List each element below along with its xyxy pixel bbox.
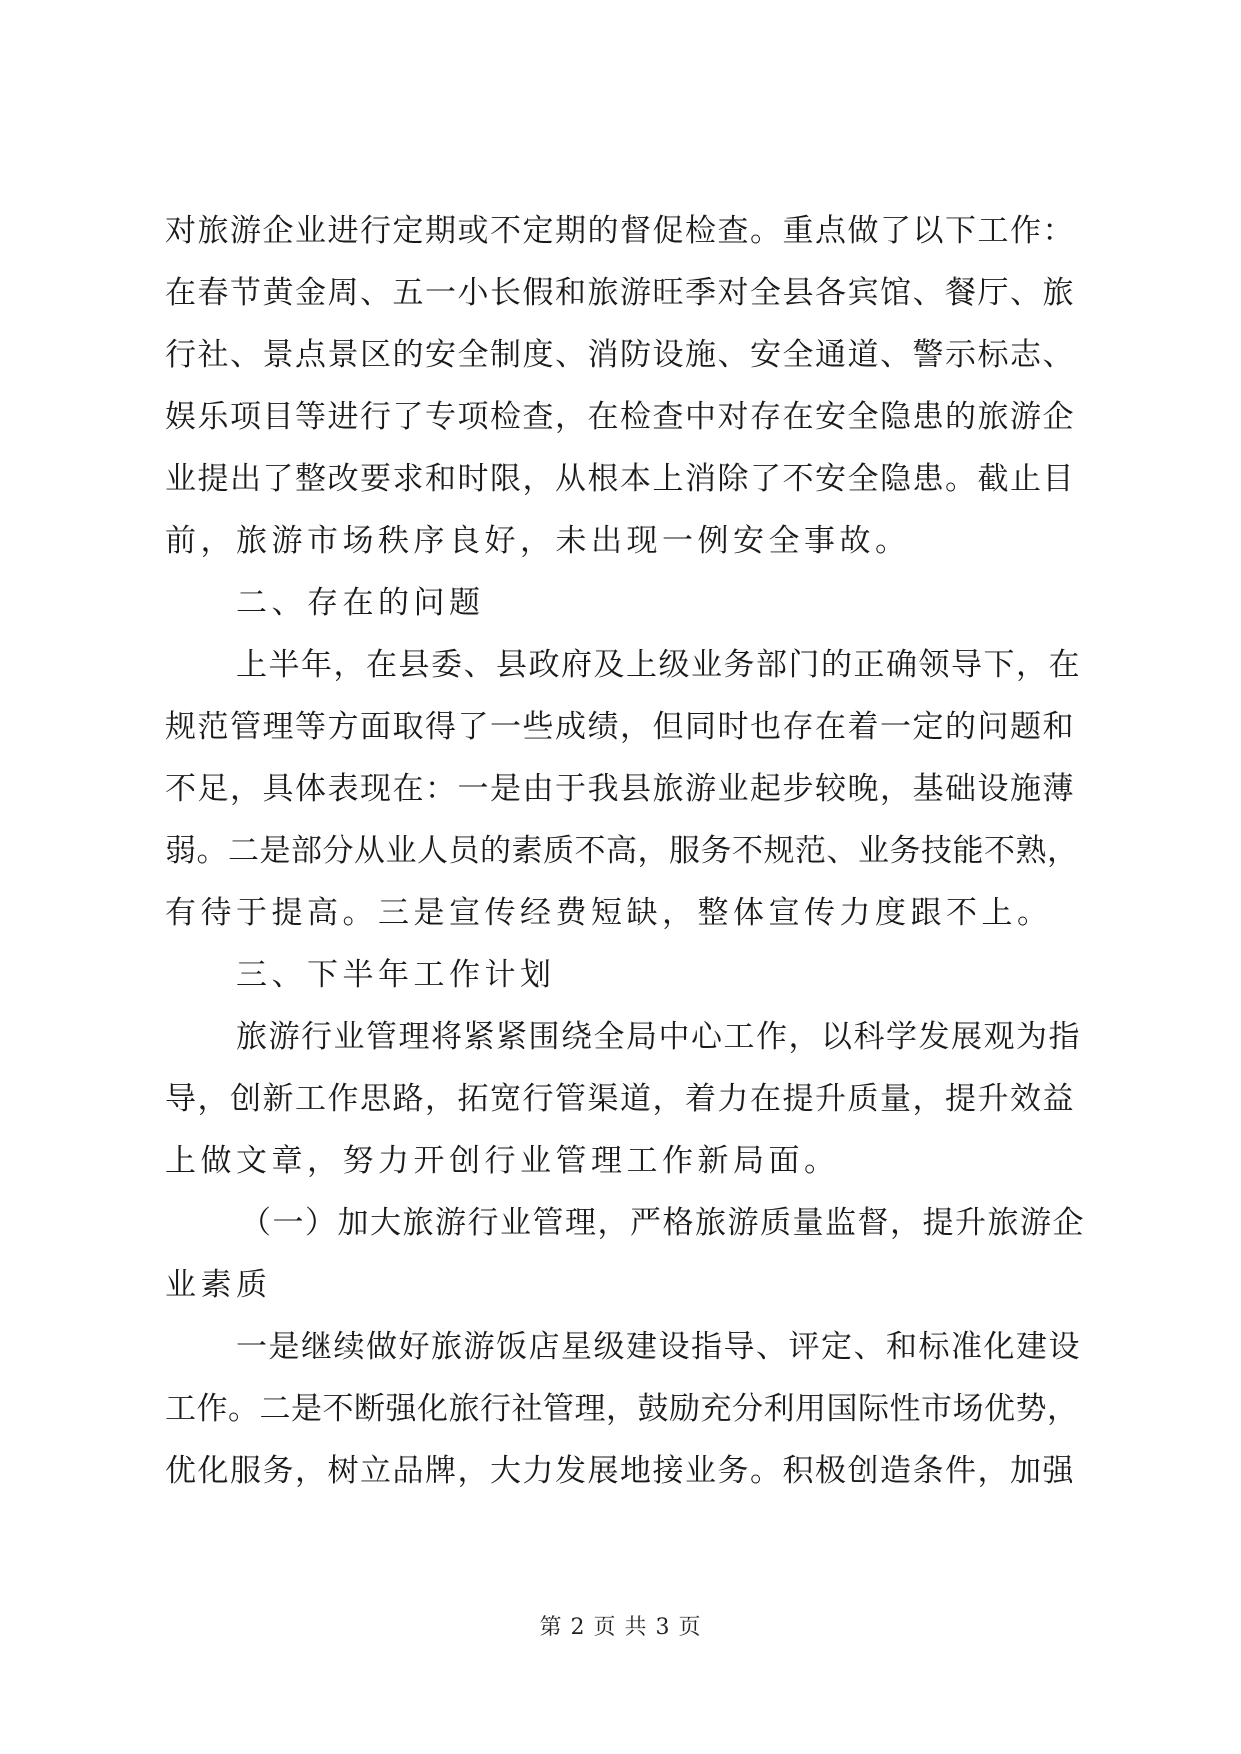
paragraph-line: 上半年，在县委、县政府及上级业务部门的正确领导下，在 xyxy=(236,647,1081,683)
paragraph-line: 业提出了整改要求和时限，从根本上消除了不安全隐患。截止目 xyxy=(165,461,1075,497)
paragraph-line: 一是继续做好旅游饭店星级建设指导、评定、和标准化建设 xyxy=(236,1329,1081,1365)
paragraph-line: 旅游行业管理将紧紧围绕全局中心工作，以科学发展观为指 xyxy=(236,1019,1081,1055)
page-number-footer: 第 2 页 共 3 页 xyxy=(539,1615,702,1640)
section-heading: 三、下半年工作计划 xyxy=(236,957,556,993)
subsection-heading: 业素质 xyxy=(165,1267,272,1303)
section-heading: 二、存在的问题 xyxy=(236,585,485,621)
paragraph-line: 在春节黄金周、五一小长假和旅游旺季对全县各宾馆、餐厅、旅 xyxy=(165,275,1075,311)
subsection-heading: （一）加大旅游行业管理，严格旅游质量监督，提升旅游企 xyxy=(240,1205,1085,1241)
paragraph-line: 上做文章，努力开创行业管理工作新局面。 xyxy=(165,1143,840,1179)
paragraph-line: 工作。二是不断强化旅行社管理，鼓励充分利用国际性市场优势， xyxy=(165,1391,1079,1427)
paragraph-line: 娱乐项目等进行了专项检查，在检查中对存在安全隐患的旅游企 xyxy=(165,399,1075,435)
paragraph-line: 行社、景点景区的安全制度、消防设施、安全通道、警示标志、 xyxy=(165,337,1075,373)
document-body xyxy=(165,200,1085,1502)
paragraph-line: 前，旅游市场秩序良好，未出现一例安全事故。 xyxy=(165,523,911,559)
paragraph-line: 不足，具体表现在：一是由于我县旅游业起步较晚，基础设施薄 xyxy=(165,771,1075,807)
paragraph-line: 有待于提高。三是宣传经费短缺，整体宣传力度跟不上。 xyxy=(165,895,1053,931)
paragraph-line: 规范管理等方面取得了一些成绩，但同时也存在着一定的问题和 xyxy=(165,709,1075,745)
paragraph-line: 对旅游企业进行定期或不定期的督促检查。重点做了以下工作： xyxy=(165,213,1075,249)
paragraph-line: 优化服务，树立品牌，大力发展地接业务。积极创造条件，加强 xyxy=(165,1453,1075,1489)
paragraph-line: 导，创新工作思路，拓宽行管渠道，着力在提升质量，提升效益 xyxy=(165,1081,1075,1117)
paragraph-line: 弱。二是部分从业人员的素质不高，服务不规范、业务技能不熟， xyxy=(165,833,1079,869)
